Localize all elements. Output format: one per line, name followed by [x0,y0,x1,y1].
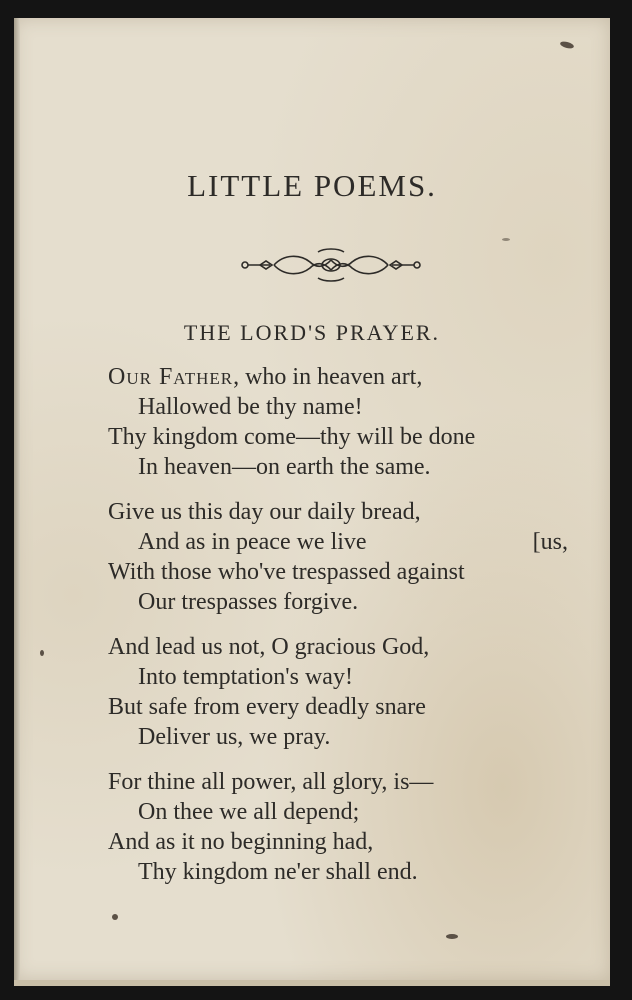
stanza [108,497,568,617]
poem-line: In heaven—on earth the same. [138,454,431,480]
poem-line-text: , who in heaven art, [233,364,423,390]
poem-line: Our trespasses forgive. [138,589,359,615]
poem-line: Thy kingdom come—thy will be done [108,424,476,450]
poem-title: THE LORD'S PRAYER. [183,320,441,345]
poem-line: And lead us not, O gracious God, [108,634,430,660]
paper-speck [112,914,118,920]
stanza [108,362,568,482]
poem-line: But safe from every deadly snare [108,694,426,720]
poem-line: Hallowed be thy name! [138,394,363,420]
stanza [108,632,568,752]
paper-speck [502,238,510,241]
poem-body [108,362,568,902]
poem-line: Give us this day our daily bread, [108,499,421,525]
poem-line-overflow: [us, [532,529,568,555]
page-bottom-edge [14,980,610,986]
book-page [14,18,610,980]
poem-line [108,362,568,392]
poem-line: With those who've trespassed against [108,559,465,585]
poem-line: On thee we all depend; [138,799,360,825]
page-spine-edge [14,18,20,980]
poem-line: Thy kingdom ne'er shall end. [138,859,418,885]
paper-speck [40,650,44,656]
poem-line-lead: Our Father [108,364,234,390]
poem-line-text: And as in peace we live [138,529,367,555]
poem-line: And as it no beginning had, [108,829,374,855]
poem-line [108,527,568,557]
paper-speck [446,934,458,939]
poem-line: Into temptation's way! [138,664,353,690]
poem-line: Deliver us, we pray. [138,724,331,750]
stanza [108,767,568,887]
paper-speck [559,40,574,49]
scroll-ornament-icon [240,246,422,284]
page-title: LITTLE POEMS. [187,168,437,203]
poem-line: For thine all power, all glory, is— [108,769,434,795]
